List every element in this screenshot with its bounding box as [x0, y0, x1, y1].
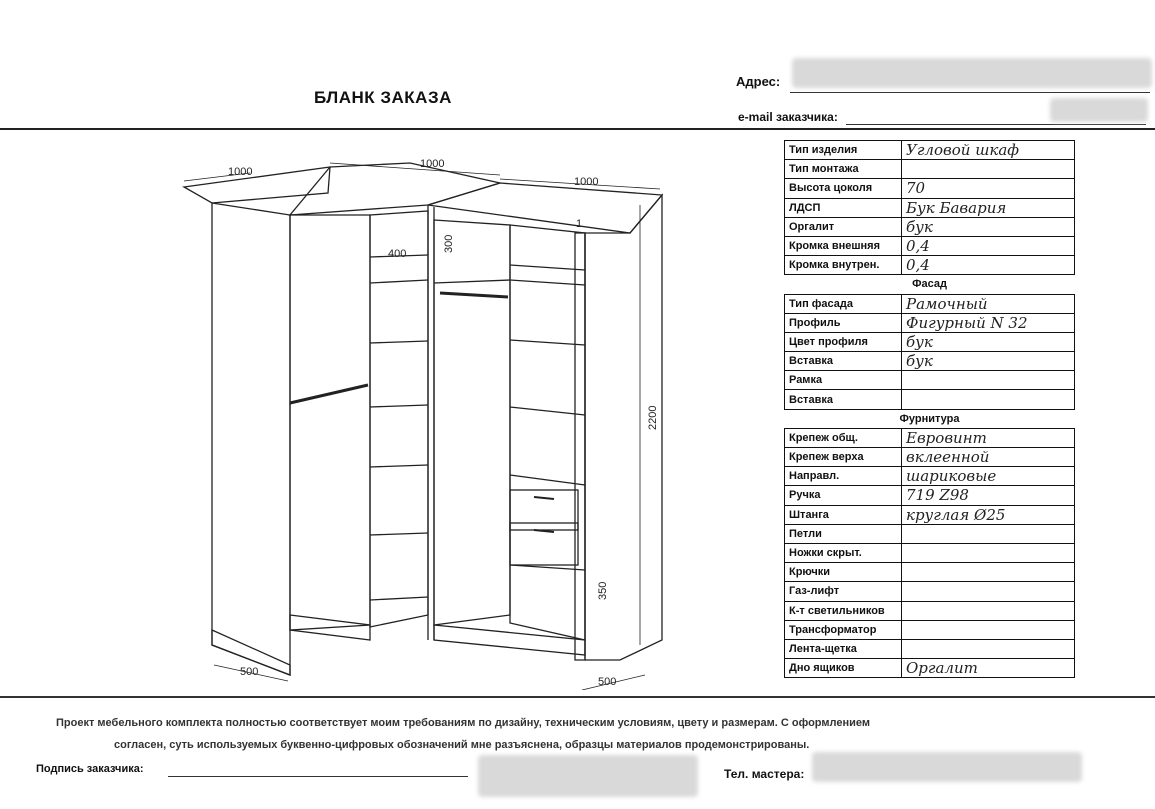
spec-row [785, 198, 1075, 217]
dim-1000-left: 1000 [228, 166, 253, 178]
dim-350: 350 [597, 581, 609, 600]
spec-value [902, 390, 1075, 409]
spec-value: 70 [902, 179, 1075, 198]
spec-row [785, 505, 1075, 524]
spec-value [902, 582, 1075, 601]
spec-value [902, 563, 1075, 582]
spec-label: Цвет профиля [785, 332, 902, 351]
spec-label: Газ-лифт [785, 582, 902, 601]
address-label: Адрес: [736, 74, 781, 89]
spec-label: Оргалит [785, 217, 902, 236]
section-fittings-label: Фурнитура [785, 409, 1075, 428]
spec-label: Ручка [785, 486, 902, 505]
spec-value: вклеенной [902, 448, 1075, 467]
spec-row [785, 217, 1075, 236]
top-middle-panel [290, 163, 500, 215]
page-title: БЛАНК ЗАКАЗА [314, 88, 452, 107]
phone-redaction [812, 752, 1082, 782]
top-left-panel [184, 167, 330, 203]
spec-label: Лента-щетка [785, 639, 902, 658]
spec-row [785, 543, 1075, 562]
spec-value: 0,4 [902, 256, 1075, 275]
spec-row [785, 582, 1075, 601]
left-side-panel [212, 203, 290, 675]
spec-value [902, 543, 1075, 562]
spec-label: Трансформатор [785, 620, 902, 639]
spec-label: Профиль [785, 313, 902, 332]
spec-row [785, 620, 1075, 639]
phone-label: Тел. мастера: [724, 767, 805, 781]
spec-row [785, 639, 1075, 658]
spec-label: Крепеж верха [785, 448, 902, 467]
spec-row [785, 313, 1075, 332]
dim-400: 400 [388, 248, 407, 260]
spec-label: Ножки скрыт. [785, 543, 902, 562]
spec-value: круглая Ø25 [902, 505, 1075, 524]
section-fittings [785, 409, 1075, 428]
spec-row [785, 428, 1075, 447]
spec-row [785, 659, 1075, 678]
spec-label: Рамка [785, 371, 902, 390]
section-facade [785, 275, 1075, 294]
signature-line [168, 776, 468, 777]
spec-label: Тип монтажа [785, 160, 902, 179]
left-shelf-column [370, 211, 428, 627]
spec-row [785, 160, 1075, 179]
signature-redaction [478, 755, 698, 797]
email-redaction [1050, 98, 1148, 122]
spec-label: К-т светильников [785, 601, 902, 620]
spec-row [785, 524, 1075, 543]
spec-label: Петли [785, 524, 902, 543]
spec-row [785, 236, 1075, 255]
spec-value [902, 524, 1075, 543]
spec-label: Кромка внутрен. [785, 256, 902, 275]
spec-row [785, 352, 1075, 371]
dim-2200: 2200 [647, 405, 659, 430]
spec-value [902, 601, 1075, 620]
section-facade-label: Фасад [785, 275, 1075, 294]
spec-label: Тип фасада [785, 294, 902, 313]
spec-value: Евровинт [902, 428, 1075, 447]
spec-label: Штанга [785, 505, 902, 524]
email-label: e-mail заказчика: [738, 110, 838, 124]
spec-label: Направл. [785, 467, 902, 486]
drawer-top [510, 490, 578, 530]
spec-row [785, 141, 1075, 160]
spec-value [902, 620, 1075, 639]
address-field-line [790, 92, 1150, 93]
spec-row [785, 294, 1075, 313]
spec-value [902, 639, 1075, 658]
spec-row [785, 256, 1075, 275]
dim-1000-right: 1000 [574, 176, 599, 188]
signature-label: Подпись заказчика: [36, 763, 144, 775]
spec-label: Кромка внешняя [785, 236, 902, 255]
spec-table [784, 140, 1075, 678]
spec-row [785, 179, 1075, 198]
approval-note [56, 712, 1096, 756]
approval-note-line1: Проект мебельного комплекта полностью соответствует моим требованиям по дизайну, техническим условиям, цвету и размерам. С оформлением [56, 717, 870, 729]
spec-value [902, 371, 1075, 390]
spec-label: ЛДСП [785, 198, 902, 217]
top-right-panel [428, 183, 662, 233]
left-inner-cavity [290, 215, 370, 630]
spec-label: Вставка [785, 352, 902, 371]
spec-value: Угловой шкаф [902, 141, 1075, 160]
spec-label: Крючки [785, 563, 902, 582]
header-divider [0, 128, 1155, 130]
dim-500-left: 500 [240, 666, 259, 678]
dim-1000-mid: 1000 [420, 158, 445, 170]
spec-value: Фигурный N 32 [902, 313, 1075, 332]
spec-value: 719 Z98 [902, 486, 1075, 505]
spec-value: Оргалит [902, 659, 1075, 678]
spec-label: Вставка [785, 390, 902, 409]
spec-value: Рамочный [902, 294, 1075, 313]
dim-1: 1 [576, 218, 583, 230]
dim-500-right: 500 [598, 676, 617, 688]
spec-row [785, 563, 1075, 582]
spec-value: шариковые [902, 467, 1075, 486]
approval-note-line2: согласен, суть используемых буквенно-цифровых обозначений мне разъяснена, образцы материалов продемонстрированы. [114, 739, 810, 751]
footer-divider [0, 696, 1155, 698]
address-redaction [792, 58, 1152, 88]
spec-row [785, 332, 1075, 351]
spec-label: Высота цоколя [785, 179, 902, 198]
spec-value: 0,4 [902, 236, 1075, 255]
spec-row [785, 486, 1075, 505]
spec-value: бук [902, 217, 1075, 236]
dim-300: 300 [443, 234, 455, 253]
spec-row [785, 601, 1075, 620]
wardrobe-drawing [170, 145, 730, 690]
spec-value: Бук Бавария [902, 198, 1075, 217]
spec-row [785, 390, 1075, 409]
spec-row [785, 371, 1075, 390]
spec-value: бук [902, 352, 1075, 371]
spec-value: бук [902, 332, 1075, 351]
spec-row [785, 448, 1075, 467]
spec-label: Дно ящиков [785, 659, 902, 678]
drawer-bottom [510, 523, 578, 565]
spec-label: Крепеж общ. [785, 428, 902, 447]
spec-label: Тип изделия [785, 141, 902, 160]
spec-row [785, 467, 1075, 486]
email-field-line [846, 124, 1146, 125]
spec-value [902, 160, 1075, 179]
